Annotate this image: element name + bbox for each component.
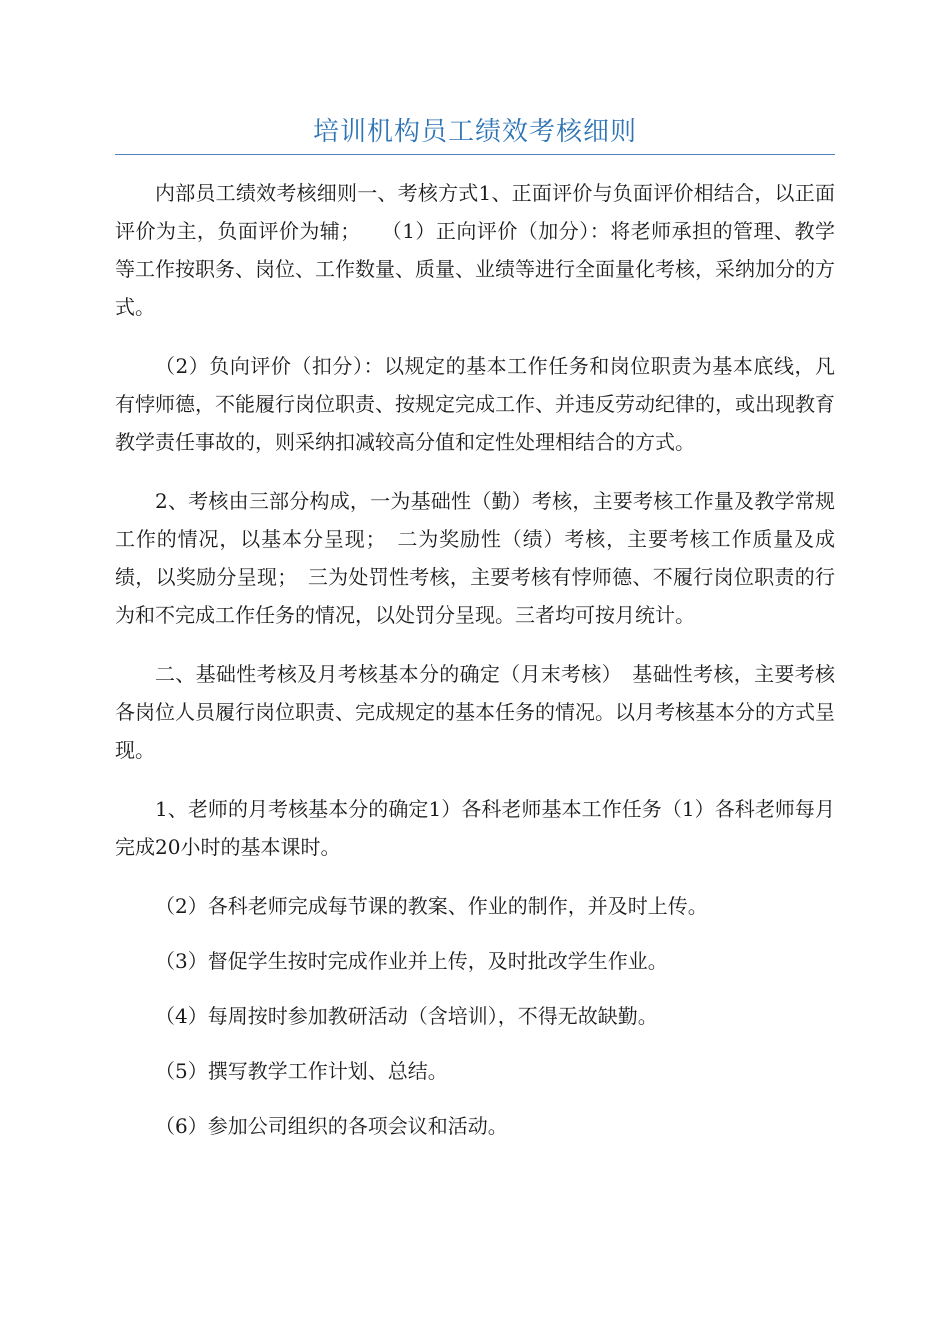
title-underline (115, 154, 835, 155)
paragraph-three-parts: 2、考核由三部分构成，一为基础性（勤）考核，主要考核工作量及教学常规工作的情况，以基本分呈现； 二为奖励性（绩）考核，主要考核工作质量及成绩，以奖励分呈现； 三为处罚性考核，主要考核有悖师德、不履行岗位职责的行为和不完成工作任务的情况，以处罚分呈现。三者均可按月统计。 (115, 489, 835, 627)
list-item-work-plan: （5）撰写教学工作计划、总结。 (155, 1059, 448, 1083)
list-item-lesson-plans: （2）各科老师完成每节课的教案、作业的制作，并及时上传。 (155, 894, 708, 918)
document-title: 培训机构员工绩效考核细则 (312, 117, 637, 147)
paragraph-assessment-method: 内部员工绩效考核细则一、考核方式1、正面评价与负面评价相结合，以正面评价为主，负面评价为辅； （1）正向评价（加分）：将老师承担的管理、教学等工作按职务、岗位、工作数量、质量、业绩等进行全面量化考核，采纳加分的方式。 (115, 181, 835, 319)
paragraph-negative-evaluation: （2）负向评价（扣分）：以规定的基本工作任务和岗位职责为基本底线，凡有悖师德，不能履行岗位职责、按规定完成工作、并违反劳动纪律的，或出现教育教学责任事故的，则采纳扣减较高分值和定性处理相结合的方式。 (115, 354, 835, 454)
document-body (115, 174, 835, 1162)
paragraph-teacher-basic-score: 1、老师的月考核基本分的确定1）各科老师基本工作任务（1）各科老师每月完成20小时的基本课时。 (115, 797, 835, 859)
paragraph-basic-assessment: 二、基础性考核及月考核基本分的确定（月末考核） 基础性考核，主要考核各岗位人员履行岗位职责、完成规定的基本任务的情况。以月考核基本分的方式呈现。 (115, 662, 835, 762)
list-item-teaching-research: （4）每周按时参加教研活动（含培训），不得无故缺勤。 (155, 1004, 658, 1028)
list-item-company-meetings: （6）参加公司组织的各项会议和活动。 (155, 1114, 508, 1138)
list-item-homework: （3）督促学生按时完成作业并上传，及时批改学生作业。 (155, 949, 668, 973)
